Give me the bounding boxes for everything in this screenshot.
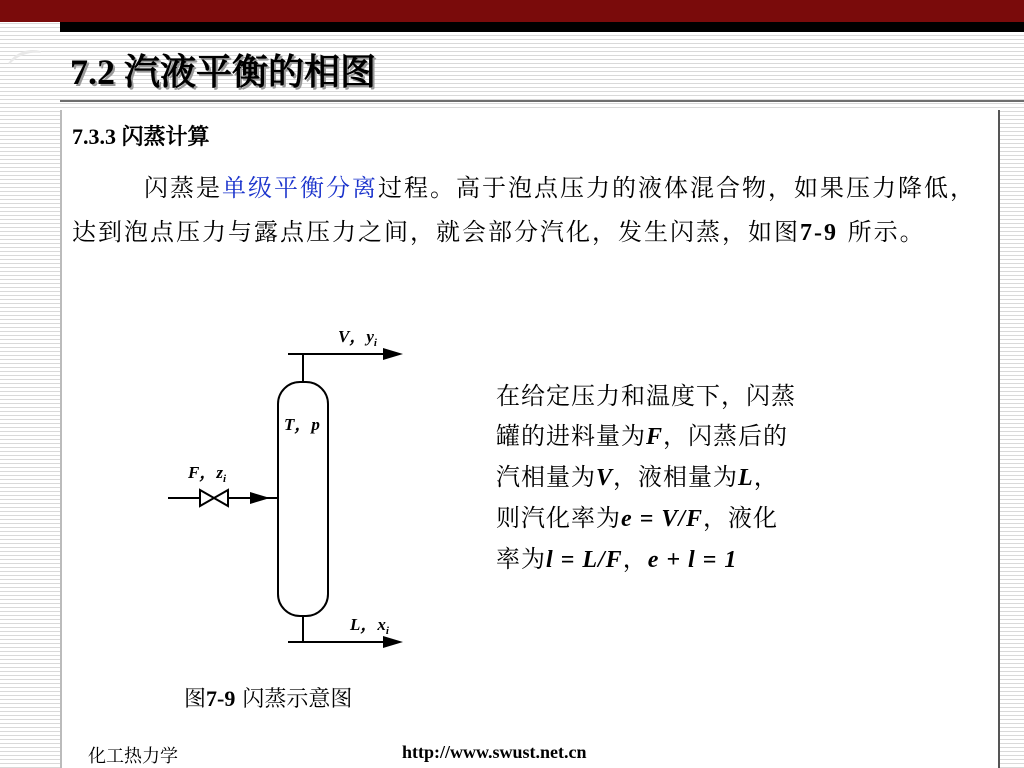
explanation-line-4: 则汽化率为e = V/F，液化	[496, 504, 779, 532]
caption-text: 闪蒸示意图	[235, 687, 353, 712]
footer-course: 化工热力学	[88, 746, 178, 767]
explanation-text	[496, 376, 916, 580]
top-banner	[0, 0, 1024, 22]
vessel-label: T，p	[284, 415, 320, 434]
vapor-arrow	[383, 348, 403, 360]
explanation-line-3: 汽相量为V，液相量为L，	[496, 463, 779, 491]
para-highlight: 单级平衡分离	[222, 174, 378, 202]
vapor-pipe-riser	[288, 354, 303, 382]
caption-number: 7-9	[206, 686, 236, 711]
top-banner-rule	[60, 22, 1024, 32]
section-heading-text: 7.3.3 闪蒸计算	[72, 124, 210, 149]
liquid-label: L，$x_i$	[350, 615, 389, 637]
content-left-border	[60, 110, 62, 768]
caption-prefix: 图	[184, 687, 207, 712]
footer-url[interactable]: http://www.swust.net.cn	[402, 742, 587, 762]
section-heading	[72, 120, 210, 151]
corner-watermark: ⌒	[6, 44, 52, 94]
explanation-line-1: 在给定压力和温度下，闪蒸	[496, 382, 796, 410]
para-part1: 闪蒸是	[144, 174, 222, 202]
para-part3: 所示。	[838, 218, 926, 246]
title-divider	[60, 100, 1024, 102]
para-part2: 过程。高于泡点压力的液体混合物，如果压力降低，达到泡点压力与露点压力之间，就会部分汽化，发生闪蒸，如图	[72, 174, 976, 246]
liquid-arrow	[383, 636, 403, 648]
intro-paragraph	[72, 166, 984, 255]
explanation-line-2: 罐的进料量为F，闪蒸后的	[496, 422, 789, 450]
valve-left	[200, 490, 214, 506]
feed-arrow	[250, 492, 270, 504]
flash-drum-svg	[138, 312, 428, 662]
valve-right	[214, 490, 228, 506]
slide-title: 7.2 汽液平衡的相图	[70, 52, 377, 92]
para-fig-ref: 7-9	[800, 220, 838, 246]
feed-label: F，$z_i$	[188, 463, 227, 485]
flash-diagram	[138, 312, 428, 662]
vapor-label: V，$y_i$	[338, 327, 377, 349]
explanation-line-5: 率为l = L/F，e + l = 1	[496, 545, 738, 573]
figure-caption	[184, 682, 352, 713]
